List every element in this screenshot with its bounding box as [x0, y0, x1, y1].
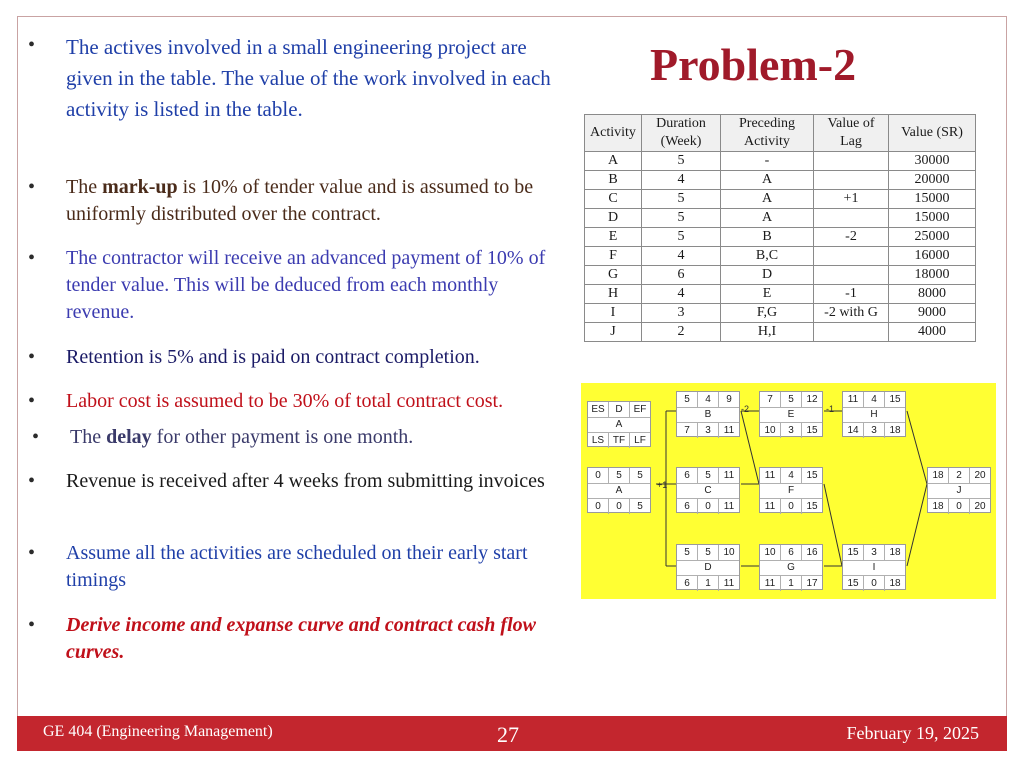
- node-row: [760, 545, 822, 561]
- node-es: 18: [928, 468, 949, 483]
- node-d: [676, 544, 740, 590]
- node-c: [676, 467, 740, 513]
- node-name: A: [615, 419, 623, 430]
- node-ef: 5: [637, 470, 643, 481]
- node-row: [928, 483, 990, 498]
- node-name: H: [870, 409, 878, 420]
- node-tf: 0: [864, 576, 885, 591]
- node-ls: 11: [760, 576, 781, 591]
- lag-label-e-h: -1: [826, 404, 835, 414]
- table-cell: B: [585, 171, 642, 190]
- node-es: 15: [843, 545, 864, 560]
- table-header-cell: Preceding Activity: [721, 115, 814, 152]
- table-cell: 4: [642, 247, 721, 266]
- table-cell: I: [585, 304, 642, 323]
- node-es: 11: [760, 468, 781, 483]
- table-header-cell: Value (SR): [889, 115, 976, 152]
- node-row: [760, 575, 822, 591]
- node-row: [928, 468, 990, 484]
- node-lf: 5: [637, 501, 643, 512]
- node-duration: 6: [781, 545, 802, 560]
- table-cell: -2: [814, 228, 889, 247]
- table-cell: -: [721, 152, 814, 171]
- bullet-text: Derive income and expanse curve and contract cash flow curves.: [66, 614, 536, 663]
- node-duration: 5: [781, 392, 802, 407]
- node-duration: 2: [949, 468, 970, 483]
- bullet-text-part: for other payment is one month.: [151, 426, 414, 448]
- node-row: [677, 407, 739, 422]
- table-cell: C: [585, 190, 642, 209]
- table-row: [585, 266, 976, 285]
- node-h: [842, 391, 906, 437]
- table-cell: B: [721, 228, 814, 247]
- node-es: 5: [677, 392, 698, 407]
- node-row: [760, 392, 822, 408]
- node-name-row: [588, 417, 650, 432]
- bullet-text: Labor cost is assumed to be 30% of total contract cost.: [66, 390, 504, 412]
- node-ef: 15: [889, 394, 901, 405]
- node-lf: 17: [806, 578, 818, 589]
- table-cell: 20000: [889, 171, 976, 190]
- node-tf: 0: [609, 499, 630, 514]
- table-body: [585, 152, 976, 342]
- bullet-text-part: The: [70, 426, 107, 448]
- table-cell: 8000: [889, 285, 976, 304]
- node-row: [843, 575, 905, 591]
- bullet-text: The contractor will receive an advanced payment of 10% of tender value. This will be deduced from each monthly revenue.: [66, 247, 546, 323]
- node-name: B: [704, 409, 712, 420]
- table-cell: 18000: [889, 266, 976, 285]
- bullet-marker: •: [28, 346, 36, 368]
- node-duration: 3: [864, 545, 885, 560]
- node-tf: 3: [864, 423, 885, 438]
- node-name: D: [704, 562, 712, 573]
- bullet-text: Assume all the activities are scheduled on their early start timings: [66, 542, 528, 591]
- bullet-text: The actives involved in a small engineering project are given in the table. The value of the work involved in each activity is listed in the table.: [66, 35, 551, 121]
- node-ls: 18: [928, 499, 949, 514]
- node-tf: 0: [949, 499, 970, 514]
- node-row: [677, 483, 739, 498]
- table-cell: 9000: [889, 304, 976, 323]
- node-tf: 1: [698, 576, 719, 591]
- table-cell: 4: [642, 285, 721, 304]
- node-row: [677, 545, 739, 561]
- node-duration: D: [609, 402, 630, 417]
- table-cell: H: [585, 285, 642, 304]
- table-cell: E: [721, 285, 814, 304]
- node-name: J: [956, 485, 962, 496]
- node-row: [843, 422, 905, 438]
- node-lf: 11: [723, 425, 735, 436]
- table-cell: 3: [642, 304, 721, 323]
- node-tf: 0: [781, 499, 802, 514]
- table-row: [585, 304, 976, 323]
- node-tf: 0: [698, 499, 719, 514]
- node-name: A: [615, 485, 623, 496]
- node-lf: 15: [806, 425, 818, 436]
- node-row: [677, 575, 739, 591]
- node-row: [588, 498, 650, 514]
- link-f-i: [824, 484, 842, 566]
- node-ef: 10: [723, 547, 735, 558]
- table-cell: 5: [642, 190, 721, 209]
- node-row: [760, 483, 822, 498]
- node-e: [759, 391, 823, 437]
- node-row: [677, 392, 739, 408]
- footer-date: February 19, 2025: [846, 723, 979, 743]
- table-header-cell: Activity: [585, 115, 642, 152]
- node-ef: EF: [633, 404, 647, 415]
- activity-table: [584, 114, 976, 342]
- node-es: 11: [843, 392, 864, 407]
- table-cell: [814, 209, 889, 228]
- table-cell: 5: [642, 152, 721, 171]
- table-cell: 25000: [889, 228, 976, 247]
- table-cell: 16000: [889, 247, 976, 266]
- network-diagram: [581, 383, 996, 599]
- footer-page-number: 27: [497, 722, 519, 747]
- table-cell: 5: [642, 209, 721, 228]
- node-name: F: [787, 485, 795, 496]
- node-bottom-row: [588, 432, 650, 448]
- table-cell: [814, 171, 889, 190]
- node-row: [843, 407, 905, 422]
- table-cell: 4000: [889, 323, 976, 342]
- node-ls: 15: [843, 576, 864, 591]
- bullet-bold-term: delay: [106, 426, 152, 448]
- bullet-text: Retention is 5% and is paid on contract completion.: [66, 346, 480, 368]
- node-row: [677, 422, 739, 438]
- node-row: [588, 468, 650, 484]
- node-lf: 18: [889, 425, 901, 436]
- node-duration: 4: [781, 468, 802, 483]
- footer-course: GE 404 (Engineering Management): [43, 723, 273, 740]
- node-ls: 10: [760, 423, 781, 438]
- node-a: [587, 467, 651, 513]
- node-row: [677, 560, 739, 575]
- table-cell: 15000: [889, 209, 976, 228]
- bullet-marker: •: [28, 470, 36, 492]
- node-tf: TF: [609, 433, 630, 448]
- node-lf: 20: [974, 501, 986, 512]
- table-cell: [814, 247, 889, 266]
- table-cell: A: [721, 190, 814, 209]
- node-ls: 14: [843, 423, 864, 438]
- table-cell: G: [585, 266, 642, 285]
- node-top-row: [588, 402, 650, 418]
- node-ef: 9: [726, 394, 732, 405]
- node-ef: 16: [806, 547, 818, 558]
- bullet-bold-term: mark-up: [102, 176, 178, 198]
- node-ef: 15: [806, 470, 818, 481]
- node-ls: LS: [588, 433, 609, 448]
- lag-label-b-e: -2: [741, 404, 750, 414]
- table-header-cell: Duration (Week): [642, 115, 721, 152]
- table-cell: F: [585, 247, 642, 266]
- table-cell: J: [585, 323, 642, 342]
- table-row: [585, 323, 976, 342]
- node-tf: 1: [781, 576, 802, 591]
- node-row: [588, 483, 650, 498]
- node-row: [843, 392, 905, 408]
- node-duration: 4: [864, 392, 885, 407]
- table-row: [585, 152, 976, 171]
- node-lf: 11: [723, 501, 735, 512]
- node-es: 10: [760, 545, 781, 560]
- node-row: [843, 545, 905, 561]
- table-cell: 30000: [889, 152, 976, 171]
- table-cell: E: [585, 228, 642, 247]
- bullet-marker: •: [32, 426, 40, 448]
- node-ls: 6: [677, 576, 698, 591]
- table-cell: H,I: [721, 323, 814, 342]
- node-ef: 20: [974, 470, 986, 481]
- table-cell: 15000: [889, 190, 976, 209]
- node-ef: 18: [889, 547, 901, 558]
- node-row: [760, 468, 822, 484]
- node-ls: 6: [677, 499, 698, 514]
- node-es: 6: [677, 468, 698, 483]
- node-duration: 4: [698, 392, 719, 407]
- table-header-row: [585, 115, 976, 152]
- table-cell: -1: [814, 285, 889, 304]
- node-b: [676, 391, 740, 437]
- table-cell: F,G: [721, 304, 814, 323]
- node-row: [843, 560, 905, 575]
- table-cell: D: [721, 266, 814, 285]
- node-duration: 5: [609, 468, 630, 483]
- bullet-text-part: is 10% of tender value and is assumed to be uniformly distributed over the contract.: [66, 176, 534, 225]
- node-row: [760, 407, 822, 422]
- bullet-marker: •: [28, 614, 36, 636]
- link-h-j: [907, 411, 927, 484]
- table-cell: A: [585, 152, 642, 171]
- node-es: 7: [760, 392, 781, 407]
- table-row: [585, 228, 976, 247]
- node-tf: 3: [781, 423, 802, 438]
- table-cell: +1: [814, 190, 889, 209]
- node-ef: 12: [806, 394, 818, 405]
- node-lf: 15: [806, 501, 818, 512]
- footer-bar: [17, 716, 1007, 751]
- table-cell: 2: [642, 323, 721, 342]
- node-legend: [587, 401, 651, 447]
- table-cell: 5: [642, 228, 721, 247]
- node-row: [928, 498, 990, 514]
- table-cell: [814, 152, 889, 171]
- node-j: [927, 467, 991, 513]
- bullet-marker: •: [28, 542, 36, 564]
- node-name: G: [787, 562, 795, 573]
- table-cell: [814, 266, 889, 285]
- node-row: [677, 468, 739, 484]
- table-cell: D: [585, 209, 642, 228]
- bullet-text-part: The: [66, 176, 103, 198]
- lag-label-a-c: +1: [657, 480, 668, 490]
- node-ls: 0: [588, 499, 609, 514]
- table-cell: A: [721, 209, 814, 228]
- bullet-text: Revenue is received after 4 weeks from submitting invoices: [66, 470, 545, 492]
- table-row: [585, 171, 976, 190]
- table-row: [585, 247, 976, 266]
- table-cell: B,C: [721, 247, 814, 266]
- node-g: [759, 544, 823, 590]
- node-es: 0: [588, 468, 609, 483]
- node-row: [760, 498, 822, 514]
- link-i-j: [907, 484, 927, 566]
- node-es: ES: [588, 402, 609, 417]
- table-row: [585, 190, 976, 209]
- bullet-marker: •: [28, 34, 36, 56]
- table-cell: -2 with G: [814, 304, 889, 323]
- table-cell: [814, 323, 889, 342]
- node-tf: 3: [698, 423, 719, 438]
- node-duration: 5: [698, 545, 719, 560]
- node-lf: 11: [723, 578, 735, 589]
- node-lf: LF: [634, 435, 646, 446]
- node-row: [677, 498, 739, 514]
- table-row: [585, 209, 976, 228]
- node-name: E: [787, 409, 795, 420]
- table-cell: 4: [642, 171, 721, 190]
- node-row: [760, 560, 822, 575]
- table-cell: 6: [642, 266, 721, 285]
- node-ls: 11: [760, 499, 781, 514]
- bullet-marker: •: [28, 176, 36, 198]
- table-header-cell: Value of Lag: [814, 115, 889, 152]
- link-b-f: [741, 411, 759, 484]
- bullet-text: [70, 424, 568, 451]
- bullet-marker: •: [28, 390, 36, 412]
- table-cell: A: [721, 171, 814, 190]
- node-i: [842, 544, 906, 590]
- table-row: [585, 285, 976, 304]
- slide-title: Problem-2: [650, 39, 857, 90]
- node-es: 5: [677, 545, 698, 560]
- node-name: C: [704, 485, 712, 496]
- node-row: [760, 422, 822, 438]
- node-ls: 7: [677, 423, 698, 438]
- bullet-marker: •: [28, 247, 36, 269]
- node-duration: 5: [698, 468, 719, 483]
- node-name: I: [872, 562, 876, 573]
- node-lf: 18: [889, 578, 901, 589]
- bullet-text: [66, 174, 568, 228]
- node-f: [759, 467, 823, 513]
- node-ef: 11: [723, 470, 735, 481]
